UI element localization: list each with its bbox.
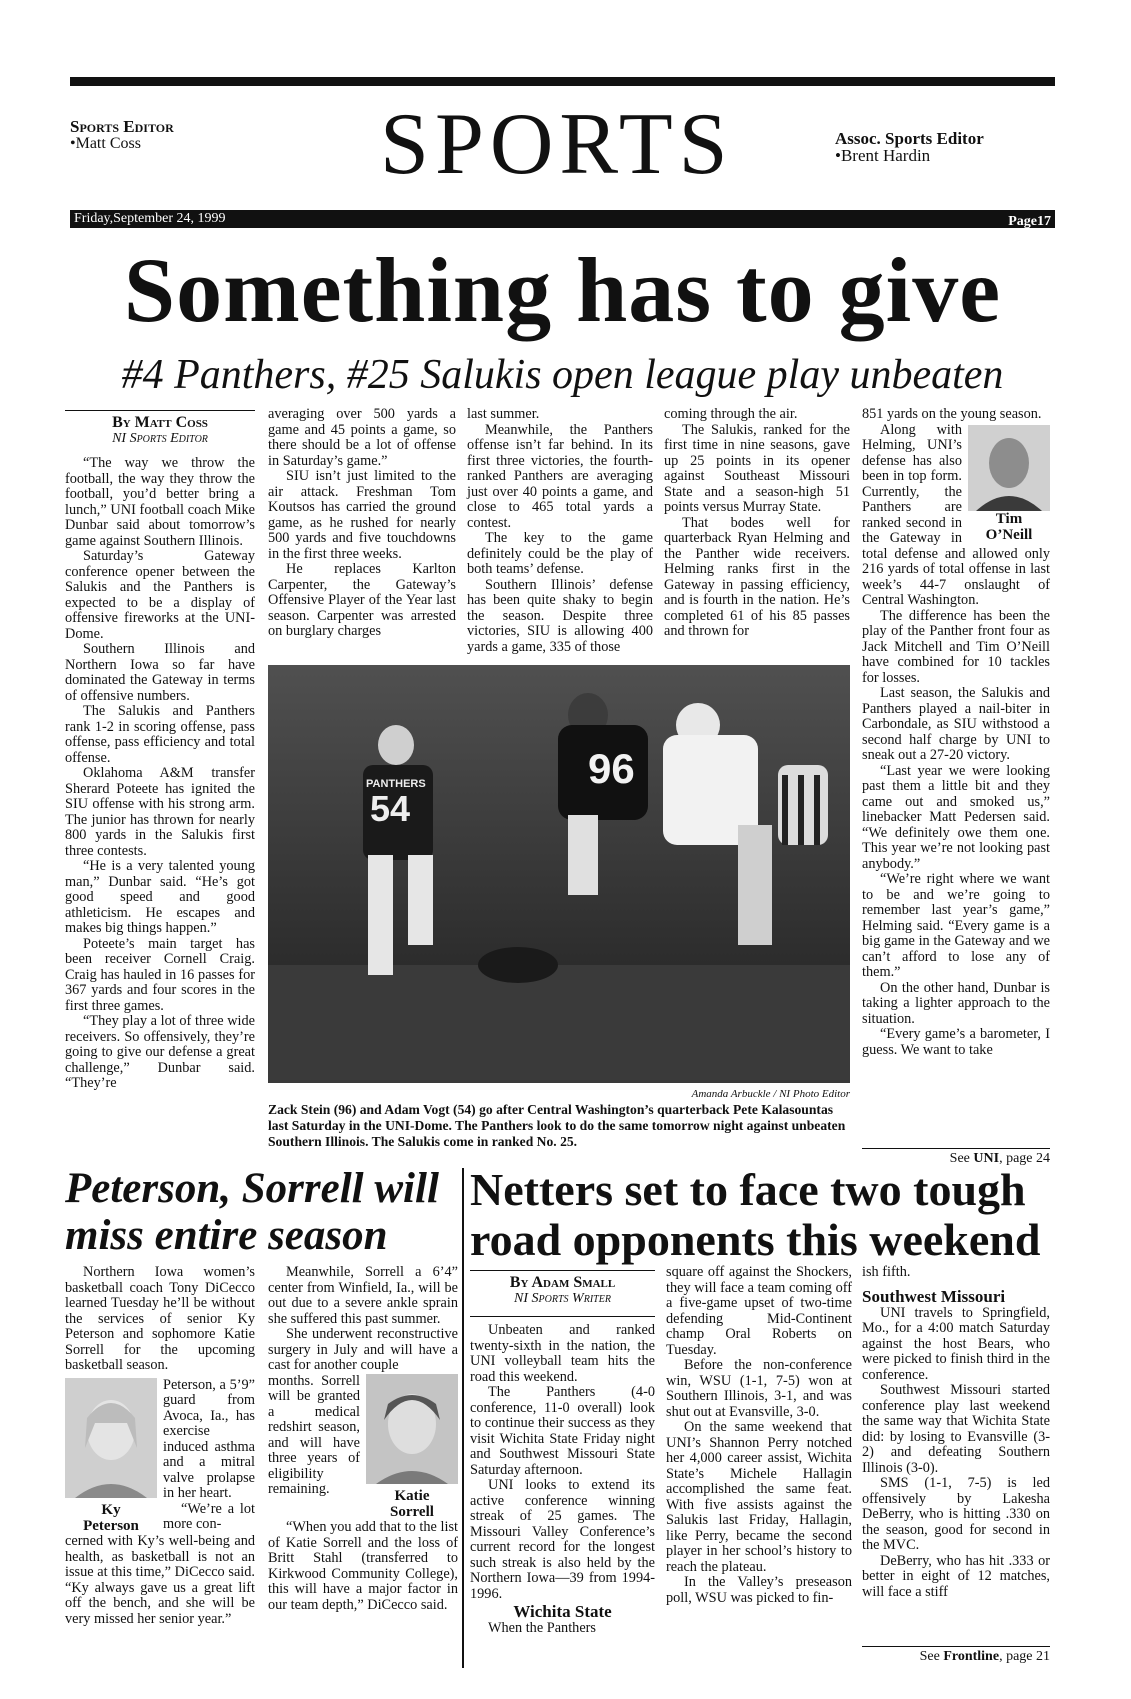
story3-column-3 xyxy=(862,1265,1050,1600)
mugshot-wrap xyxy=(862,423,1050,609)
mugshot-photo xyxy=(968,425,1050,511)
main-story-column-5 xyxy=(862,407,1050,1058)
sports-editor-credit xyxy=(70,118,174,152)
assoc-sports-editor-title: Assoc. Sports Editor xyxy=(835,129,984,148)
paragraph: “Last year we were looking past them a little bit and they came out and smoked us,” linebacker Matt Pedersen said. “We definitely owe them one. This year we’re not looking past anybody.” xyxy=(862,762,1050,872)
story3-column-1 xyxy=(470,1270,655,1637)
paragraph: That bodes well for quarterback Ryan Helming and the Panther wide receivers. Helming ranks first in the Gateway in passing efficiency, and is fourth in the nation. He’s completed 61 of his 85 passes and thrown for xyxy=(664,514,850,639)
paragraph: The Panthers (4-0 conference, 11-0 overall) look to continue their success as they visit Wichita State Friday night and Southwest Missouri State Saturday afternoon. xyxy=(470,1384,655,1478)
paragraph: Northern Iowa women’s basketball coach Tony DiCecco learned Tuesday he’ll be without the services of senior Ky Peterson and sophomore Katie Sorrell for the upcoming basketball season. xyxy=(65,1264,255,1373)
assoc-sports-editor-name: •Brent Hardin xyxy=(835,146,931,165)
story2-mug-row-1 xyxy=(65,1378,255,1628)
paragraph: Along with Helming, UNI’s defense has also been in top form. Currently, the Panthers are ranked second in the Gateway in total defense and allowed only 216 yards of total offense in last week’s 44-7 onslaught of Central Washington. xyxy=(862,421,1050,608)
mugshot-caption xyxy=(968,511,1050,543)
story3-headline-line-1: Netters set to face two tough xyxy=(470,1164,1026,1215)
byline-role: NI Sports Editor xyxy=(112,430,208,446)
byline-rule xyxy=(65,410,255,411)
jump-rule xyxy=(862,1148,1050,1149)
paragraph: When the Panthers xyxy=(488,1620,596,1636)
sports-editor-name: •Matt Coss xyxy=(70,135,141,152)
jump-line-frontline xyxy=(862,1646,1050,1665)
paragraph: Southwest Missouri started conference play last weekend the same way that Wichita State did: by losing to Evansville (3-2) and defeating Southern Illinois (3-0). xyxy=(862,1382,1050,1476)
main-headline: Something has to give xyxy=(123,239,1002,341)
main-story-column-4 xyxy=(664,407,850,640)
paragraph: The Salukis, ranked for the first time in nine seasons, gave up 25 points in its opener against Southeast Missouri State and a season-high 51 points versus Murray State. xyxy=(664,421,850,515)
subhead-southwest-missouri: Southwest Missouri xyxy=(862,1286,1006,1306)
mugshot-tim-oneill xyxy=(968,425,1050,543)
paragraph: The key to the game definitely could be the play of both teams’ defense. xyxy=(467,530,653,577)
jump-page: , page 21 xyxy=(999,1649,1050,1664)
paragraph: last summer. xyxy=(467,406,540,422)
byline-name: By Matt Coss xyxy=(112,414,208,431)
jump-target: Frontline xyxy=(943,1649,1000,1664)
mugshot-name-last: Peterson xyxy=(83,1518,139,1534)
mugshot-name-first: Tim xyxy=(995,510,1023,527)
paragraph: The Salukis and Panthers rank 1-2 in scoring offense, pass offense, pass efficiency and total offense. xyxy=(65,703,255,766)
subhead-wichita-state: Wichita State xyxy=(513,1602,612,1621)
paragraph: Unbeaten and ranked twenty-sixth in the nation, the UNI volleyball team hits the road this weekend. xyxy=(470,1322,655,1385)
paragraph: “They play a lot of three wide receivers. So offensively, they’re going to give our defense a great challenge,” Dunbar said. “They’re xyxy=(65,1013,255,1091)
main-story-column-2 xyxy=(268,407,456,640)
paragraph: SIU isn’t just limited to the air attack. Freshman Tom Koutsos has carried the ground game, as he rushed for nearly 500 yards and five touchdowns in the first three weeks. xyxy=(268,468,456,562)
portrait-icon xyxy=(968,425,1050,511)
paragraph: Before the non-conference win, WSU (1-1, 7-5) won at Southern Illinois, 3-1, and was shut out at Evansville, 3-0. xyxy=(666,1357,852,1420)
main-subhead: #4 Panthers, #25 Salukis open league play unbeaten xyxy=(121,352,1004,398)
byline-rule xyxy=(470,1270,655,1271)
portrait-icon xyxy=(366,1374,458,1484)
paragraph: ish fifth. xyxy=(862,1264,911,1280)
dateline-bar xyxy=(70,210,1055,228)
paragraph: Oklahoma A&M transfer Sherard Poteete has ignited the SIU offense with his strong arm. The junior has thrown for nearly 800 yards in the Salukis first three contests. xyxy=(65,765,255,859)
jump-target: UNI xyxy=(973,1151,1000,1166)
story2-headline-line-1: Peterson, Sorrell will xyxy=(65,1165,439,1212)
paragraph: “The way we throw the football, the way they throw the football, you’d better bring a lunch,” UNI football coach Mike Dunbar said about tomorrow’s game against Southern Illinois. xyxy=(65,455,255,549)
story2-headline-line-2: miss entire season xyxy=(65,1212,388,1259)
mugshot-name-first: Katie xyxy=(394,1488,430,1504)
jump-page: , page 24 xyxy=(999,1151,1050,1166)
paragraph: UNI travels to Springfield, Mo., for a 4:00 match Saturday against the host Bears, who were picked to finish third in the conference. xyxy=(862,1304,1050,1383)
story-divider xyxy=(462,1168,464,1668)
mugshot-name-last: O’Neill xyxy=(985,526,1033,543)
jump-prefix: See xyxy=(919,1649,944,1664)
story2-headline xyxy=(65,1165,460,1259)
football-action-photo xyxy=(268,665,850,1083)
paragraph: “We’re right where we want to be and we’re going to remember last year’s game,” Helming said. “Every game is a big game in the Gateway and we can’t afford to lose any of them.” xyxy=(862,871,1050,980)
jump-rule xyxy=(862,1646,1050,1647)
paragraph: Meanwhile, Sorrell a 6’4” center from Winfield, Ia., will be out due to a severe ankle sprain she suffered this past summer. xyxy=(268,1264,458,1327)
main-story-column-1 xyxy=(65,410,255,1092)
jump-prefix: See xyxy=(949,1151,974,1166)
paragraph: Saturday’s Gateway conference opener between the Salukis and the Panthers is expected to be a display of offensive fireworks at the UNI-Dome. xyxy=(65,548,255,642)
issue-date: Friday,September 24, 1999 xyxy=(74,211,226,226)
main-byline xyxy=(65,415,255,446)
masthead-top-rule xyxy=(70,77,1055,86)
story2-column-2 xyxy=(268,1265,458,1613)
mugshot-name-first: Ky xyxy=(101,1502,121,1518)
story2-mug-row-2 xyxy=(268,1374,458,1614)
jersey-text-panthers: PANTHERS xyxy=(366,778,426,790)
main-story-column-3 xyxy=(467,407,653,655)
byline-rule-bottom xyxy=(470,1316,655,1317)
story3-byline xyxy=(470,1275,655,1306)
paragraph: Last season, the Salukis and Panthers played a nail-biter in Carbondale, as SIU withstood a second half charge by UNI to sneak out a 27-20 victory. xyxy=(862,685,1050,763)
paragraph: square off against the Shockers, they will face a team coming off a five-game upset of two-time defending Mid-Continent champ Oral Roberts on Tuesday. xyxy=(666,1264,852,1358)
main-photo xyxy=(268,665,850,1083)
page-number: Page17 xyxy=(1008,214,1051,229)
paragraph: On the same weekend that UNI’s Shannon Perry notched her 4,000 career assist, Wichita State’s Michele Hallagin accomplished the same feat. With five assists against the Salukis last Friday, Hallagin, like Perry, became the second player in her school’s history to reach the plateau. xyxy=(666,1419,852,1575)
sports-editor-title: Sports Editor xyxy=(70,117,174,136)
mugshot-name-last: Sorrell xyxy=(390,1504,434,1520)
jersey-number-96: 96 xyxy=(588,745,635,792)
fallen-player xyxy=(478,947,558,983)
paragraph: coming through the air. xyxy=(664,406,798,422)
paragraph: In the Valley’s preseason poll, WSU was picked to fin- xyxy=(666,1574,852,1606)
story3-headline-line-2: road opponents this weekend xyxy=(470,1214,1041,1265)
paragraph: 851 yards on the young season. xyxy=(862,406,1042,422)
referee xyxy=(778,765,828,845)
mugshot-caption xyxy=(65,1502,157,1534)
jersey-number-54: 54 xyxy=(370,788,411,829)
paragraph: Meanwhile, the Panthers offense isn’t far behind. In its first three victories, the fourth-ranked Panthers are averaging just over 40 points a game, and close to 465 total yards a contest. xyxy=(467,421,653,531)
assoc-sports-editor-credit xyxy=(835,130,984,164)
mugshot-katie-sorrell xyxy=(366,1374,458,1521)
mugshot-ky-peterson xyxy=(65,1378,157,1535)
paragraph: On the other hand, Dunbar is taking a lighter approach to the situation. xyxy=(862,979,1050,1027)
paragraph: Peterson, a 5’9” guard from Avoca, Ia., has exercise induced asthma and a mitral valve prolapse in her heart. xyxy=(163,1376,255,1501)
byline-name: By Adam Small xyxy=(509,1274,616,1291)
paragraph: “He is a very talented young man,” Dunbar said. “He’s got good speed and good athleticism. He escapes and makes big things happen.” xyxy=(65,858,255,936)
paragraph: Southern Illinois’ defense has been quite shaky to begin the season. Despite three victories, SIU is allowing 400 yards a game, 335 of those xyxy=(467,576,653,655)
paragraph: He replaces Karlton Carpenter, the Gateway’s Offensive Player of the Year last season. Carpenter was arrested on burglary charges xyxy=(268,561,456,639)
paragraph: DeBerry, who has hit .333 or better in eight of 12 matches, will face a stiff xyxy=(862,1552,1050,1600)
section-title: SPORTS xyxy=(380,96,734,193)
paragraph: “We’re a lot more con- xyxy=(163,1500,255,1532)
paragraph: SMS (1-1, 7-5) is led offensively by Lakesha DeBerry, who is hitting .330 on the season, good for second in the MVC. xyxy=(862,1475,1050,1553)
paragraph: cerned with Ky’s well-being and health, as basketball is not an issue at this time,” DiCecco said. “Ky always gave us a great lift off the bench, and she will be very missed her senior year.” xyxy=(65,1533,255,1627)
paragraph: “When you add that to the list of Katie Sorrell and the loss of Britt Stahl (transferred to Kirkwood Community College), this will have a major factor in our team depth,” DiCecco said. xyxy=(268,1519,458,1613)
mugshot-caption xyxy=(366,1488,458,1520)
paragraph: Southern Illinois and Northern Iowa so far have dominated the Gateway in terms of offensive numbers. xyxy=(65,641,255,704)
paragraph: averaging over 500 yards a game and 45 points a game, so there should be a lot of offense in Saturday’s game.” xyxy=(268,406,456,469)
paragraph: The difference has been the play of the Panther front four as Jack Mitchell and Tim O’Neill have combined for 10 tackles for losses. xyxy=(862,607,1050,686)
story3-headline xyxy=(470,1165,1055,1265)
byline-role: NI Sports Writer xyxy=(514,1290,611,1306)
paragraph: She underwent reconstructive surgery in July and will have a cast for another couple xyxy=(268,1326,458,1373)
paragraph: months. Sorrell will be granted a medical redshirt season, and will have three years of eligibility remaining. xyxy=(268,1372,360,1497)
paragraph: “Every game’s a barometer, I guess. We want to take xyxy=(862,1026,1050,1058)
paragraph: UNI looks to extend its active conference winning streak of 25 games. The Missouri Valley Conference’s current record for the longest such streak is also held by the Northern Iowa—39 from 1994-1996. xyxy=(470,1477,655,1602)
story2-column-1 xyxy=(65,1265,255,1627)
photo-caption: Zack Stein (96) and Adam Vogt (54) go after Central Washington’s quarterback Pete Kalasountas last Saturday in the UNI-Dome. The Panthers look to do the same tomorrow night against unbeaten Southern Illinois. The Salukis come in ranked No. 25. xyxy=(268,1102,846,1149)
photo-credit: Amanda Arbuckle / NI Photo Editor xyxy=(691,1088,850,1100)
story3-column-2 xyxy=(666,1265,852,1606)
portrait-icon xyxy=(65,1378,157,1498)
paragraph: Poteete’s main target has been receiver Cornell Craig. Craig has hauled in 16 passes for 367 yards and four scores in the first three games. xyxy=(65,935,255,1014)
